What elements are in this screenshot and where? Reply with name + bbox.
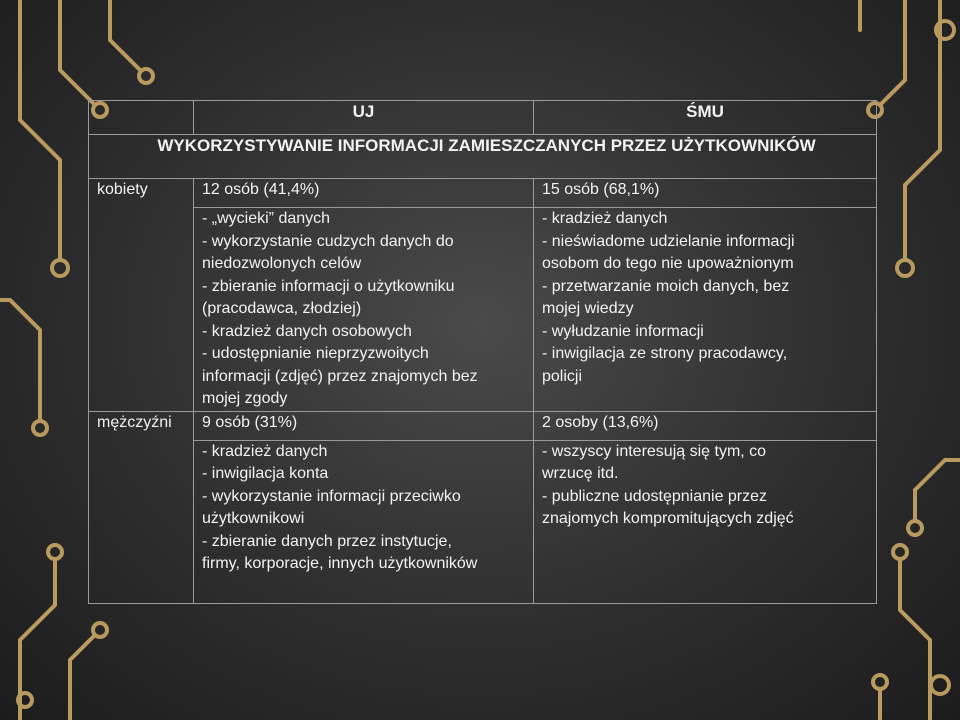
list-item: użytkownikowi: [202, 510, 305, 527]
men-uj-list: [194, 440, 534, 603]
women-count-row: [89, 179, 877, 208]
list-item: - zbieranie informacji o użytkowniku: [202, 277, 455, 295]
list-item: - publiczne udostępnianie przez: [542, 487, 768, 505]
list-item: mojej zgody: [202, 390, 288, 407]
list-item: policji: [542, 367, 583, 385]
list-item: - wyłudzanie informacji: [542, 322, 704, 340]
men-uj-count: 9 osób (31%): [194, 411, 534, 440]
list-item: (pracodawca, złodziej): [202, 300, 362, 317]
list-item: wrzucę itd.: [542, 465, 619, 482]
women-uj-count: 12 osób (41,4%): [194, 179, 534, 208]
list-item: znajomych kompromitujących zdjęć: [542, 510, 794, 527]
list-item: - zbieranie danych przez instytucje,: [202, 532, 452, 550]
men-detail-row: [89, 440, 877, 603]
list-item: - wykorzystanie cudzych danych do: [202, 232, 454, 250]
header-empty-cell: [89, 101, 194, 135]
list-item: - kradzież danych: [202, 442, 328, 460]
list-item: osobom do tego nie upoważnionym: [542, 255, 794, 272]
women-detail-row: [89, 208, 877, 412]
column-header-uj: UJ: [194, 101, 534, 135]
comparison-table: [88, 100, 877, 604]
table-title: WYKORZYSTYWANIE INFORMACJI ZAMIESZCZANYCH PRZEZ UŻYTKOWNIKÓW: [89, 135, 877, 179]
list-item: firmy, korporacje, innych użytkowników: [202, 555, 478, 572]
list-item: - wszyscy interesują się tym, co: [542, 442, 767, 460]
list-item: - „wycieki” danych: [202, 210, 331, 227]
women-smu-list: [534, 208, 877, 412]
list-item: - wykorzystanie informacji przeciwko: [202, 487, 461, 505]
list-item: informacji (zdjęć) przez znajomych bez: [202, 367, 478, 385]
men-smu-list: [534, 440, 877, 603]
list-item: - przetwarzanie moich danych, bez: [542, 277, 790, 295]
row-label-men: mężczyźni: [89, 411, 194, 603]
list-item: - nieświadome udzielanie informacji: [542, 232, 795, 250]
row-label-women: kobiety: [89, 179, 194, 412]
list-item: - kradzież danych: [542, 210, 668, 227]
list-item: - kradzież danych osobowych: [202, 322, 412, 340]
women-uj-list: [194, 208, 534, 412]
list-item: niedozwolonych celów: [202, 255, 362, 272]
men-count-row: [89, 411, 877, 440]
title-row: [89, 135, 877, 179]
men-smu-count: 2 osoby (13,6%): [534, 411, 877, 440]
list-item: - inwigilacja konta: [202, 465, 329, 482]
list-item: - inwigilacja ze strony pracodawcy,: [542, 345, 788, 362]
list-item: - udostępnianie nieprzyzwoitych: [202, 345, 429, 362]
header-row: [89, 101, 877, 135]
women-smu-count: 15 osób (68,1%): [534, 179, 877, 208]
column-header-smu: ŚMU: [534, 101, 877, 135]
list-item: mojej wiedzy: [542, 300, 634, 317]
